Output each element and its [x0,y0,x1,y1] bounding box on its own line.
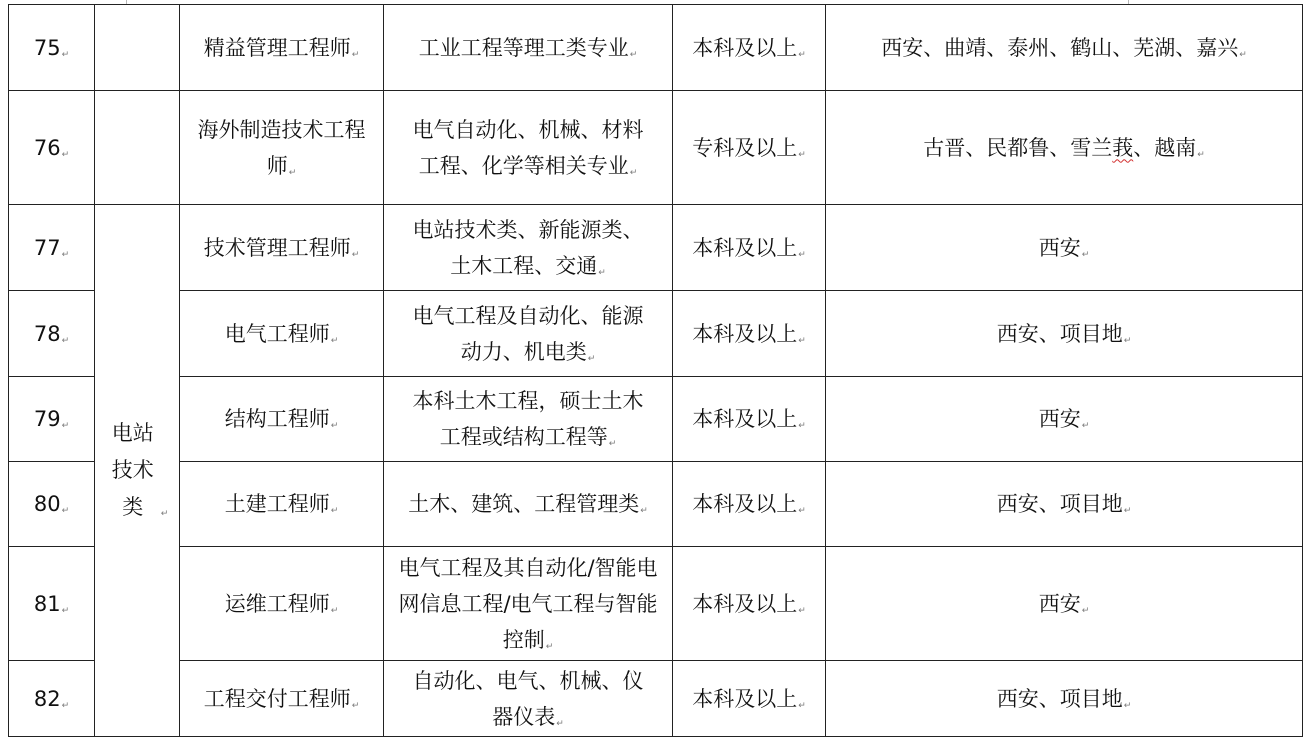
cell-number[interactable]: 82↵ [9,661,95,737]
paragraph-mark-icon: ↵ [798,149,806,160]
table-row [9,291,1303,377]
paragraph-mark-icon: ↵ [798,506,806,516]
cell-position[interactable]: 工程交付工程师↵ [180,661,384,737]
table-row [9,205,1303,291]
paragraph-mark-icon: ↵ [587,353,596,364]
table-row [9,462,1303,547]
paragraph-mark-icon: ↵ [61,506,70,516]
cell-number[interactable]: 79↵ [9,377,95,462]
cell-major[interactable]: 工业工程等理工类专业↵ [384,5,673,91]
paragraph-mark-icon: ↵ [1081,605,1090,616]
cell-location[interactable]: 西安↵ [826,547,1303,661]
paragraph-mark-icon: ↵ [1081,249,1090,260]
cell-category[interactable] [95,205,180,737]
paragraph-mark-icon: ↵ [608,439,617,449]
paragraph-mark-icon: ↵ [629,167,638,178]
paragraph-mark-icon: ↵ [330,335,339,346]
paragraph-mark-icon: ↵ [545,641,554,652]
paragraph-mark-icon: ↵ [61,149,70,160]
cell-number[interactable]: 75↵ [9,5,95,91]
cell-position[interactable]: 运维工程师↵ [180,547,384,661]
cell-major[interactable]: 土木、建筑、工程管理类↵ [384,462,673,547]
cell-location[interactable]: 西安↵ [826,377,1303,462]
table-row [9,377,1303,462]
cell-position[interactable]: 精益管理工程师↵ [180,5,384,91]
cell-position[interactable]: 海外制造技术工程师↵ [180,91,384,205]
paragraph-mark-icon: ↵ [351,49,360,60]
cell-number[interactable]: 81↵ [9,547,95,661]
cell-number[interactable]: 78↵ [9,291,95,377]
paragraph-mark-icon: ↵ [1239,49,1247,60]
cell-education[interactable]: 本科及以上↵ [673,205,826,291]
cell-education[interactable]: 本科及以上↵ [673,291,826,377]
paragraph-mark-icon: ↵ [1123,700,1132,711]
spellcheck-flagged-text[interactable]: 莪 [1112,135,1134,160]
cell-position[interactable]: 技术管理工程师↵ [180,205,384,291]
cell-location[interactable]: 西安、项目地↵ [826,462,1303,547]
paragraph-mark-icon: ↵ [351,700,360,711]
paragraph-mark-icon: ↵ [61,421,70,431]
paragraph-mark-icon: ↵ [798,335,806,346]
cell-number[interactable]: 76↵ [9,91,95,205]
job-positions-table [8,4,1303,737]
paragraph-mark-icon: ↵ [556,718,564,729]
cell-education[interactable]: 本科及以上↵ [673,5,826,91]
cell-position[interactable]: 结构工程师↵ [180,377,384,462]
cell-location[interactable]: 西安、项目地↵ [826,661,1303,737]
paragraph-mark-icon: ↵ [61,249,70,260]
cell-position[interactable]: 电气工程师↵ [180,291,384,377]
paragraph-mark-icon: ↵ [61,335,70,346]
table-row [9,661,1303,737]
cell-education[interactable]: 专科及以上↵ [673,91,826,205]
paragraph-mark-icon: ↵ [798,249,806,260]
cell-location[interactable]: 古晋、民都鲁、雪兰莪、越南↵ [826,91,1303,205]
paragraph-mark-icon: ↵ [1197,149,1205,160]
paragraph-mark-icon: ↵ [288,167,297,178]
cell-major[interactable]: 本科土木工程，硕士土木工程或结构工程等↵ [384,377,673,462]
cell-category-empty[interactable] [95,5,180,91]
paragraph-mark-icon: ↵ [61,605,70,616]
cell-education[interactable]: 本科及以上↵ [673,462,826,547]
cell-education[interactable]: 本科及以上↵ [673,661,826,737]
cell-major[interactable]: 电气工程及其自动化/智能电网信息工程/电气工程与智能控制↵ [384,547,673,661]
paragraph-mark-icon: ↵ [640,506,648,516]
cell-position[interactable]: 土建工程师↵ [180,462,384,547]
cell-major[interactable]: 自动化、电气、机械、仪器仪表↵ [384,661,673,737]
paragraph-mark-icon: ↵ [798,421,806,431]
cell-major[interactable]: 电站技术类、新能源类、土木工程、交通↵ [384,205,673,291]
paragraph-mark-icon: ↵ [798,700,806,711]
cell-number[interactable]: 80↵ [9,462,95,547]
category-label: 电站技术类 [111,421,154,519]
table-row [9,547,1303,661]
paragraph-mark-icon: ↵ [330,605,339,616]
paragraph-mark-icon: ↵ [798,605,806,616]
cell-education[interactable]: 本科及以上↵ [673,547,826,661]
cell-major[interactable]: 电气工程及自动化、能源动力、机电类↵ [384,291,673,377]
paragraph-mark-icon: ↵ [330,421,339,431]
paragraph-mark-icon: ↵ [61,700,70,711]
cell-education[interactable]: 本科及以上↵ [673,377,826,462]
paragraph-mark-icon: ↵ [1123,335,1132,346]
cell-location[interactable]: 西安↵ [826,205,1303,291]
table-row [9,5,1303,91]
cell-number[interactable]: 77↵ [9,205,95,291]
paragraph-mark-icon: ↵ [61,49,70,60]
cell-major[interactable]: 电气自动化、机械、材料工程、化学等相关专业↵ [384,91,673,205]
cell-location[interactable]: 西安、项目地↵ [826,291,1303,377]
cell-location[interactable]: 西安、曲靖、泰州、鹤山、芜湖、嘉兴↵ [826,5,1303,91]
paragraph-mark-icon: ↵ [351,249,360,260]
cell-category-empty[interactable] [95,91,180,205]
paragraph-mark-icon: ↵ [1123,506,1132,516]
paragraph-mark-icon: ↵ [160,509,169,519]
paragraph-mark-icon: ↵ [1081,421,1090,431]
paragraph-mark-icon: ↵ [629,49,638,60]
paragraph-mark-icon: ↵ [330,506,339,516]
paragraph-mark-icon: ↵ [598,267,606,278]
paragraph-mark-icon: ↵ [798,49,806,60]
table-row [9,91,1303,205]
